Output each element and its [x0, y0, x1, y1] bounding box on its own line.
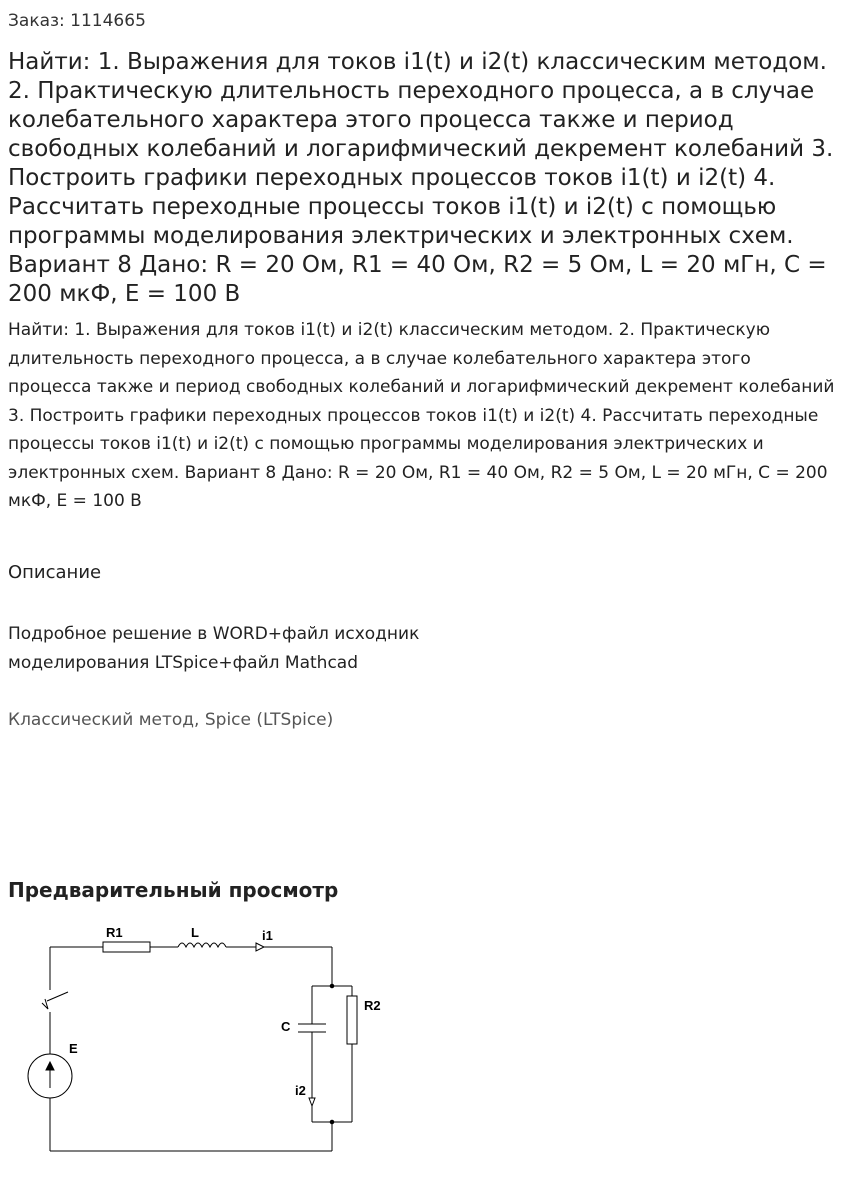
inductor-l — [178, 943, 226, 947]
order-number: Заказ: 1114665 — [8, 11, 146, 31]
label-r2: R2 — [364, 998, 381, 1013]
arrow-i1 — [256, 943, 264, 951]
junction-top — [330, 984, 334, 988]
source-arrow-head — [46, 1062, 54, 1070]
label-l: L — [191, 925, 199, 940]
label-r1: R1 — [106, 925, 123, 940]
resistor-r2 — [347, 996, 357, 1044]
description-line: Подробное решение в WORD+файл исходник — [8, 624, 420, 644]
description-body — [8, 620, 508, 678]
circuit-preview — [0, 905, 420, 1175]
label-i2: i2 — [295, 1083, 306, 1098]
description-heading: Описание — [8, 562, 102, 583]
label-e: E — [69, 1041, 78, 1056]
task-title: Найти: 1. Выражения для токов i1(t) и i2(t) классическим методом. 2. Практическую длительность переходного процесса, а в случае колебательного характера этого процесса также и период свободных колебаний и логарифмический декремент колебаний 3. Построить графики переходных процессов токов i1(t) и i2(t) 4. Рассчитать переходные процессы токов i1(t) и i2(t) с помощью программы моделирования электрических и электронных схем. Вариант 8 Дано: R = 20 Ом, R1 = 40 Ом, R2 = 5 Ом, L = 20 мГн, C = 200 мкФ, E = 100 В — [8, 49, 834, 307]
description-line: моделирования LTSpice+файл Mathcad — [8, 653, 358, 673]
switch-blade — [47, 992, 68, 1001]
resistor-r1 — [103, 942, 150, 952]
methods-tags: Классический метод, Spice (LTSpice) — [8, 710, 334, 730]
junction-bottom — [330, 1120, 334, 1124]
label-i1: i1 — [262, 928, 273, 943]
arrow-i2 — [309, 1098, 315, 1106]
task-description: Найти: 1. Выражения для токов i1(t) и i2(t) классическим методом. 2. Практическую длительность переходного процесса, а в случае колебательного характера этого процесса также и период свободных колебаний и логарифмический декремент колебаний 3. Построить графики переходных процессов токов i1(t) и i2(t) 4. Рассчитать переходные процессы токов i1(t) и i2(t) с помощью программы моделирования электрических и электронных схем. Вариант 8 Дано: R = 20 Ом, R1 = 40 Ом, R2 = 5 Ом, L = 20 мГн, C = 200 мкФ, E = 100 В — [8, 320, 835, 511]
circuit-diagram — [0, 905, 420, 1175]
label-c: C — [281, 1019, 291, 1034]
preview-heading: Предварительный просмотр — [8, 878, 339, 902]
